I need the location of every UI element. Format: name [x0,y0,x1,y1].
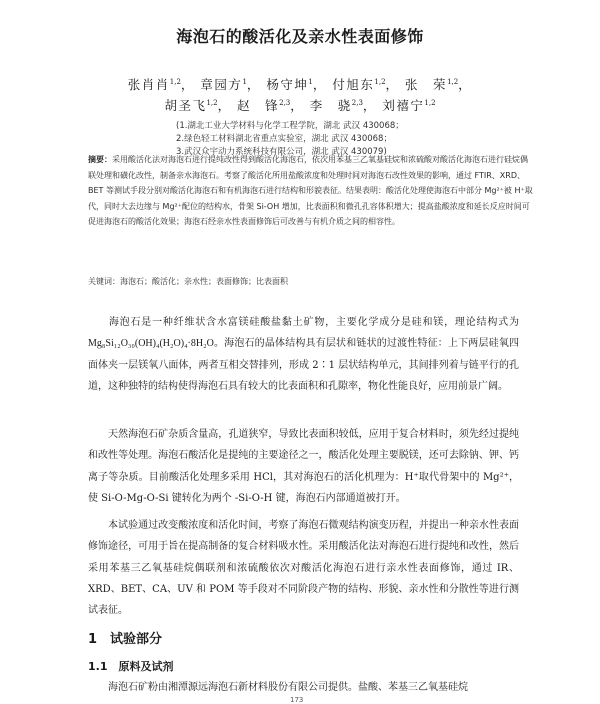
author-affil-sup: 1 [242,77,247,86]
body-paragraph-1 [88,312,519,397]
author-affil-sup: 1,2 [447,77,459,86]
section-heading-1-1: 1.1 原料及试剂 [88,660,174,673]
author-affil-sup: 1,2 [206,98,218,107]
author-affil-sup: 1,2 [424,98,436,107]
author-affil-sup: 1,2 [374,77,386,86]
author-name: 章园方 [200,77,243,92]
author-name: 赵 锋 [237,98,280,113]
author-name: 张 荣 [405,77,448,92]
abstract-text: 采用酸活化法对海泡石进行提纯改性得到酸活化海泡石，依次用苯基三乙氧基硅烷和浓硫酸对酸活化海泡石进行硅烷偶联处理和磺化改性，制备亲水海泡石。考察了酸活化所用盐酸浓度和处理时间对海泡石改性效果的影响，通过 FTIR、XRD、BET 等测试手段分别对酸活化海泡石和有机海泡石进行结构和形貌表征。结果表明：酸活化处理使海泡石中部分 Mg²⁺被 H⁺取代，同时大去边缘与 Mg²⁺配位的结构水，骨架 Si-OH 增加，比表面积和微孔孔容体积增大；提高盐酸浓度和延长反应时间可促进海泡石的酸活化效果；海泡石经亲水性表面修饰后可改善与有机介质之间的相容性。 [88,155,533,227]
keywords-text: 海泡石；酸活化；亲水性；表面修饰；比表面积 [120,277,288,286]
keywords-label: 关键词： [88,277,120,286]
author-line-1: 张肖肖$^{1,2}$， 章园方$^1$， 杨守坤$^1$， 付旭东$^{1,2}$， 张 荣$^{1,2}$， [127,77,473,92]
body-paragraph-4: 海泡石矿粉由湘潭源远海泡石新材料股份有限公司提供。盐酸、苯基三乙氧基硅烷 [108,682,468,693]
affiliation-line: (1.湖北工业大学材料与化学工程学院，湖北 武汉 430068； [176,121,404,131]
author-affil-sup: 1,2 [169,77,181,86]
abstract [88,152,534,230]
author-name: 刘禧宁 [382,98,425,113]
section-heading-1: 1 试验部分 [88,632,163,647]
para1-text-a: 海泡石是一种纤维状含水富镁硅酸盐黏土矿物，主要化学成分是硅和镁，理论结构式为 [108,317,519,328]
body-paragraph-3: 本试验通过改变酸浓度和活化时间，考察了海泡石微观结构演变历程，并提出一种亲水性表面修饰途径，可用于旨在提高制备的复合材料吸水性。采用酸活化法对海泡石进行提纯和改性，然后采用苯基三乙氧基硅烷偶联剂和浓硫酸依次对酸活化海泡石进行亲水性表面修饰，通过 IR、XRD、BET、CA、UV 和 POM 等手段对不同阶段产物的结构、形貌、亲水性和分散性等进行测试表征。 [88,520,519,617]
affiliation-line: 2.绿色轻工材料湖北省重点实验室，湖北 武汉 430068； [176,134,392,144]
author-affil-sup: 2,3 [279,98,291,107]
author-affil-sup: 2,3 [351,98,363,107]
para1-text-b: 。海泡石的晶体结构具有层状和链状的过渡性特征：上下两层硅氧四面体夹一层镁氧八面体，两者互相交替排列，形成 2∶1 层状结构单元，其间排列着与链平行的孔道，这种独特的结构使得海泡石具有较大的比表面积和孔隙率，物化性能良好，应用前景广阔。 [88,338,519,392]
keywords [88,276,534,287]
author-name: 李 骁 [309,98,352,113]
body-paragraph-2: 天然海泡石矿杂质含量高，孔道狭窄，导致比表面积较低，应用于复合材料时，须先经过提纯和改性等处理。海泡石酸活化是提纯的主要途径之一，酸活化处理主要脱镁，还可去除钠、钾、钙离子等杂质。目前酸活化处理多采用 HCl，其对海泡石的活化机理为：H⁺取代骨架中的 Mg²⁺，使 Si-O-Mg-O-Si 键转化为两个 -Si-O-H 键，海泡石内部通道被打开。 [88,429,519,504]
author-name: 付旭东 [332,77,375,92]
page-number: 173 [290,696,304,704]
author-name: 胡圣飞 [164,98,207,113]
paper-title: 海泡石的酸活化及亲水性表面修饰 [176,27,424,46]
author-affil-sup: 1 [308,77,313,86]
author-line-2: 胡圣飞$^{1,2}$， 赵 锋$^{2,3}$， 李 骁$^{2,3}$， 刘禧宁$^{1,2}$ [164,98,436,113]
sepiolite-formula: Mg₈Si₁₂O₃₀(OH)₄(H₂O)₄·8H₂O [88,338,214,350]
affiliation-line: 3.武汉众宇动力系统科技有限公司，湖北 武汉 430079) [176,147,387,157]
author-name: 张肖肖 [127,77,170,92]
author-name: 杨守坤 [266,77,309,92]
abstract-label: 摘要： [88,155,112,164]
